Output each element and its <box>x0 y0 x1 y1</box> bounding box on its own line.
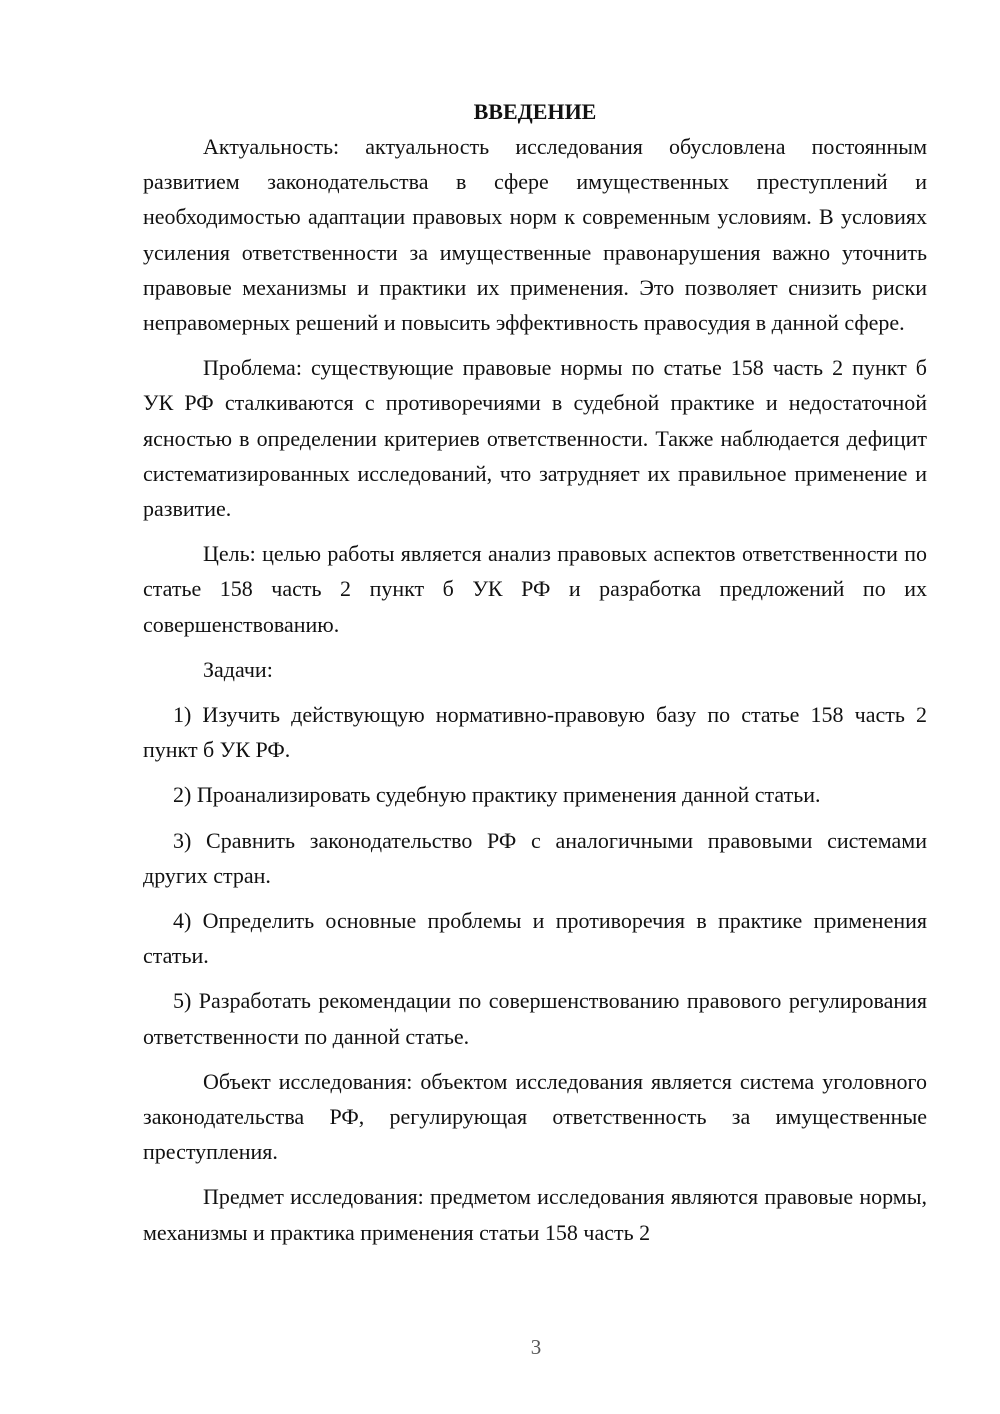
task-item-2: 2) Проанализировать судебную практику применения данной статьи. <box>173 782 821 808</box>
paragraph-relevance: Актуальность: актуальность исследования обусловлена постоянным развитием законодательства в сфере имущественных преступлений и необходимостью адаптации правовых норм к современным условиям. В условиях усиления ответственности за имущественные правонарушения важно уточнить правовые механизмы и практики их применения. Это позволяет снизить риски неправомерных решений и повысить эффективность правосудия в данной сфере. <box>143 134 927 336</box>
paragraph-object: Объект исследования: объектом исследования является система уголовного законодательства РФ, регулирующая ответственность за имущественные преступления. <box>143 1068 927 1165</box>
tasks-label: Задачи: <box>203 656 273 682</box>
section-heading: ВВЕДЕНИЕ <box>473 99 597 124</box>
paragraph-goal: Цель: целью работы является анализ правовых аспектов ответственности по статье 158 часть 2 пункт б УК РФ и разработка предложений по их совершенствованию. <box>143 541 927 637</box>
paragraph-subject: Предмет исследования: предметом исследования являются правовые нормы, механизмы и практика применения статьи 158 часть 2 <box>143 1184 927 1245</box>
task-item-4: 4) Определить основные проблемы и противоречия в практике применения статьи. <box>143 908 927 969</box>
task-item-5: 5) Разработать рекомендации по совершенствованию правового регулирования ответственности по данной статье. <box>143 988 927 1049</box>
task-item-1: 1) Изучить действующую нормативно-правовую базу по статье 158 часть 2 пункт б УК РФ. <box>143 702 927 763</box>
document-body <box>143 94 927 1250</box>
page-number: 3 <box>530 1335 542 1359</box>
paragraph-problem: Проблема: существующие правовые нормы по статье 158 часть 2 пункт б УК РФ сталкиваются с противоречиями в судебной практике и недостаточной ясностью в определении критериев ответственности. Также наблюдается дефицит систематизированных исследований, что затрудняет их правильное применение и развитие. <box>143 355 927 522</box>
task-item-3: 3) Сравнить законодательство РФ с аналогичными правовыми системами других стран. <box>143 827 927 888</box>
